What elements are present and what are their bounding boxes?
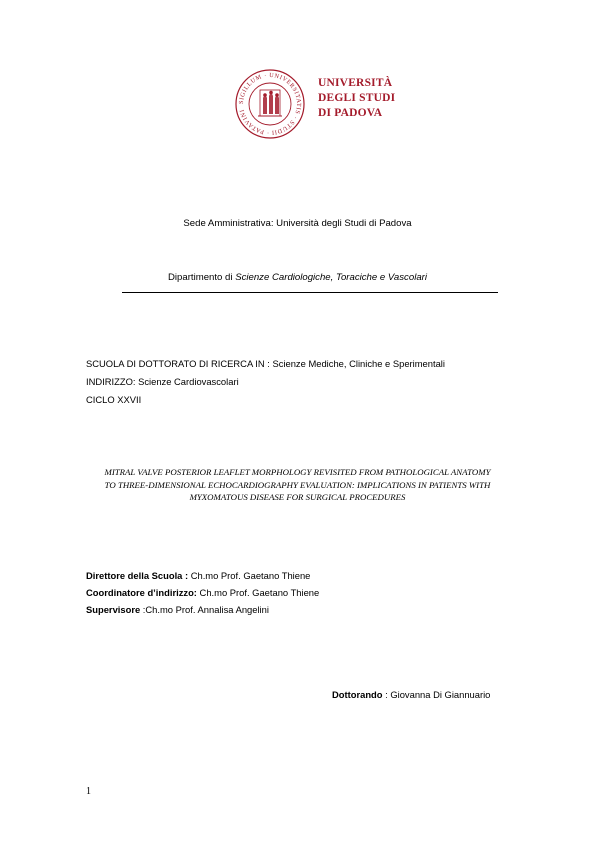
coordinatore-row [86, 587, 319, 598]
seal-text: SIGILLUM · UNIVERSITATIS · STUDII · PATAVINI [237, 71, 303, 137]
page-number: 1 [86, 786, 91, 797]
dottorando-value: : Giovanna Di Giannuario [382, 689, 491, 700]
university-name-line-3: DI PADOVA [318, 107, 383, 119]
direttore-value: Ch.mo Prof. Gaetano Thiene [188, 570, 311, 581]
dottorando-label: Dottorando [332, 689, 383, 700]
dipartimento [0, 272, 595, 283]
supervisore-row [86, 604, 269, 615]
scuola-dottorato: SCUOLA DI DOTTORATO DI RICERCA IN : Scienze Mediche, Cliniche e Sperimentali [86, 358, 445, 369]
university-logo [232, 68, 396, 140]
university-name [318, 76, 395, 121]
university-seal-icon [232, 68, 308, 140]
supervisore-label: Supervisore [86, 604, 141, 615]
university-name-line-2: DEGLI STUDI [318, 92, 396, 104]
indirizzo: INDIRIZZO: Scienze Cardiovascolari [86, 376, 239, 387]
separator-line [122, 292, 498, 293]
dipartimento-name: Scienze Cardiologiche, Toraciche e Vascolari [235, 272, 427, 283]
ciclo: CICLO XXVII [86, 394, 142, 405]
thesis-title-line-2: TO THREE-DIMENSIONAL ECHOCARDIOGRAPHY EVALUATION: IMPLICATIONS IN PATIENTS WITH [104, 479, 491, 490]
dottorando-row [332, 689, 490, 700]
coordinatore-value: Ch.mo Prof. Gaetano Thiene [196, 587, 320, 598]
supervisore-value: :Ch.mo Prof. Annalisa Angelini [140, 604, 269, 615]
thesis-title [60, 466, 535, 504]
dipartimento-prefix: Dipartimento di [168, 272, 236, 283]
thesis-title-line-3: MYXOMATOUS DISEASE FOR SURGICAL PROCEDURES [189, 492, 406, 502]
sede-amministrativa: Sede Amministrativa: Università degli Studi di Padova [183, 218, 412, 229]
direttore-label: Direttore della Scuola : [86, 570, 189, 581]
thesis-title-line-1: MITRAL VALVE POSTERIOR LEAFLET MORPHOLOGY REVISITED FROM PATHOLOGICAL ANATOMY [104, 467, 491, 477]
university-name-line-1: UNIVERSITÀ [318, 77, 393, 89]
coordinatore-label: Coordinatore d’indirizzo: [86, 587, 197, 598]
direttore-row [86, 570, 310, 581]
